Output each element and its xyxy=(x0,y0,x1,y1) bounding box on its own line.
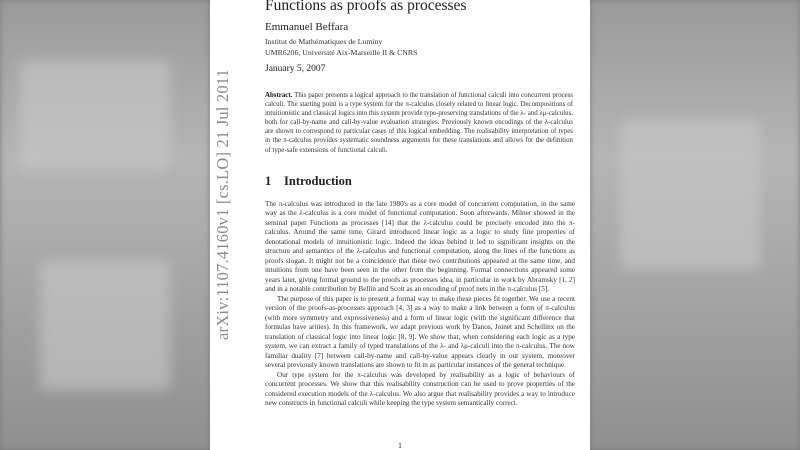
arxiv-identifier: arXiv:1107.4160v1 [cs.LO] 21 Jul 2011 xyxy=(213,68,232,340)
section-title: Introduction xyxy=(284,173,352,188)
paper-title: Functions as proofs as processes xyxy=(265,0,467,14)
paragraph: Our type system for the π-calculus was developed by realisability as a logic of behaviours of concurrent processes. We show that this realisability construction can be used to prove properties of the considered execution models of the λ-calculus. We also argue that realisability provides a way to introduce new constructs in functional calculi while keeping the type system semantically correct. xyxy=(265,370,575,408)
paragraph: The π-calculus was introduced in the late 1980's as a core model of concurrent computation, in the same way as the λ-calculus is a core model of functional computation. Soon afterwards, Milner showed in the seminal paper Functions as processes [14] that the λ-calculus could be precisely encoded into the π-calculus. Around the same time, Girard introduced linear logic as a logic to study fine properties of denotational models of intuitionistic logic. Indeed the ideas behind it led to significant insights on the structure and semantics of the λ-calculus and functional computation, along the lines of the functions as proofs slogan. It might not be a coincidence that these two contributions appeared at the same time, and intuitions from one have been seen in the other from the beginning. Formal connections appeared some years later, giving formal ground to the proofs as processes idea, in particular in work by Abramsky [1, 2] and in a notable contribution by Bellin and Scott as an encoding of proof nets in the π-calculus [5]. xyxy=(265,199,575,294)
backdrop-blur xyxy=(620,120,760,270)
affiliation-line: UMR6206, Université Aix-Marseille II & CNRS xyxy=(265,48,418,57)
backdrop-blur xyxy=(20,60,170,170)
affiliation xyxy=(265,36,575,58)
abstract-text: This paper presents a logical approach to the translation of functional calculi into concurrent process calculi. The starting point is a type system for the π-calculus closely related to linear logic. Decompositions of intuitionistic and classical logics into this system provide type-preserving translations of the λ- and λμ-calculus, both for call-by-name and call-by-value evaluation strategies. Previously known encodings of the λ-calculus are shown to correspond to particular cases of this logical embedding. The realisability interpretation of types in the π-calculus provides systematic soundness arguments for these translations and allows for the definition of type-safe extensions of functional calculi. xyxy=(265,92,573,154)
page-number: 1 xyxy=(398,441,402,450)
affiliation-line: Institut de Mathématiques de Luminy xyxy=(265,37,383,46)
section-heading xyxy=(265,174,575,189)
page-content xyxy=(265,0,575,409)
abstract xyxy=(265,91,573,155)
paper-page xyxy=(210,0,590,450)
section-body xyxy=(265,200,575,409)
paper-date: January 5, 2007 xyxy=(265,64,326,74)
author-name: Emmanuel Beffara xyxy=(265,21,349,33)
abstract-label: Abstract. xyxy=(265,92,293,99)
backdrop-blur xyxy=(40,260,170,390)
paragraph: The purpose of this paper is to present a formal way to make these pieces fit together. We use a recent version of the proofs-as-processes approach [4, 3] as a way to make a link between a form of π-calculus (with more symmetry and expressiveness) and a form of linear logic (with the significant difference that formulas have arities). In this framework, we adapt previous work by Danos, Joinet and Schellinx on the translation of classical logic into linear logic [8, 9]. We show that, when considering each logic as a type system, we can extract a family of typed translations of the λ- and λμ-calculi into the π-calculus. The now familiar duality [7] between call-by-name and call-by-value appears clearly in our system, moreover several previously known translations are shown to fit in as particular instances of the general technique. xyxy=(265,294,575,370)
section-number: 1 xyxy=(265,173,272,188)
